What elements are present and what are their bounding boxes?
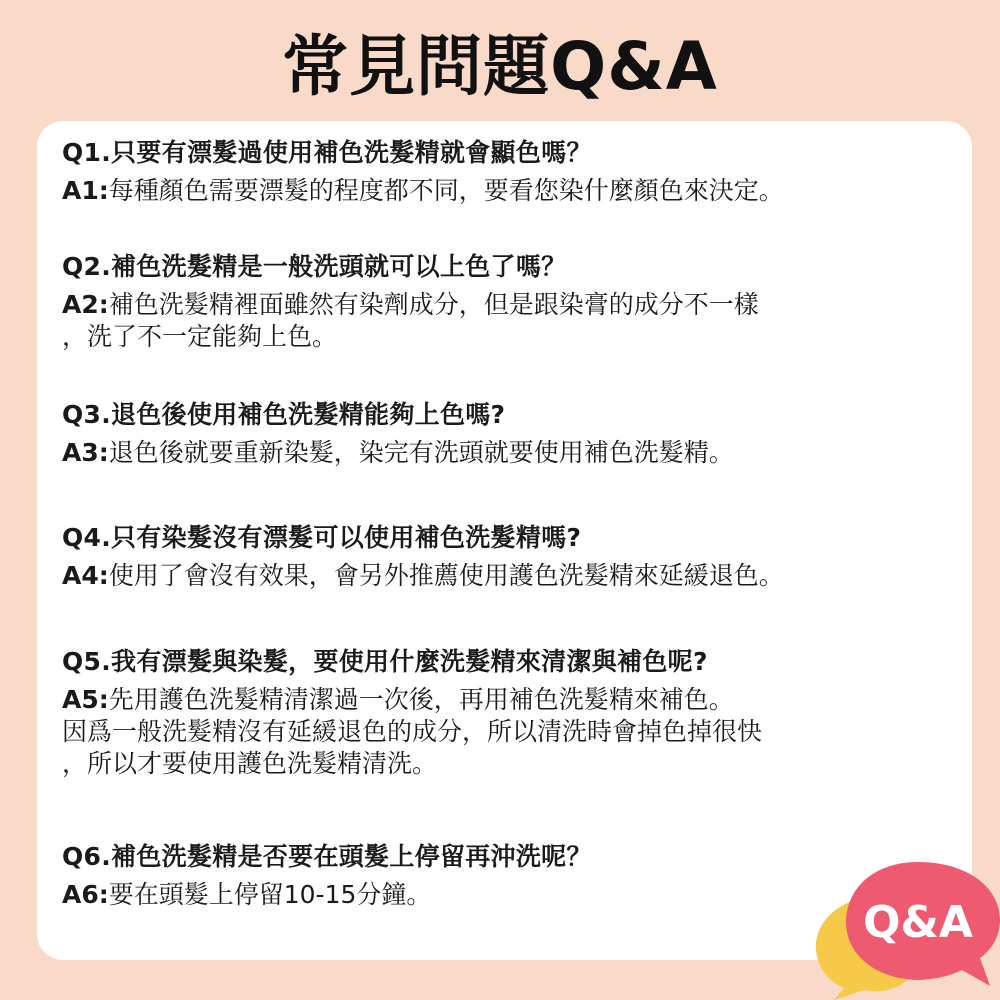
page-title: 常見問題Q&A xyxy=(282,28,718,105)
answer-prefix: A5: xyxy=(62,685,109,714)
answer-text xyxy=(62,289,972,353)
answer-text xyxy=(62,684,972,780)
answer-text xyxy=(62,175,972,207)
question-text: Q1.只要有漂髮過使用補色洗髮精就會顯色嗎？ xyxy=(62,138,592,167)
question-text: Q3.退色後使用補色洗髮精能夠上色嗎? xyxy=(62,400,506,429)
faq-item-1 xyxy=(62,137,972,207)
answer-prefix: A3: xyxy=(62,438,109,467)
badge-label: Q&A xyxy=(863,897,973,948)
answer-line: ，洗了不一定能夠上色。 xyxy=(62,322,338,351)
question-text: Q5.我有漂髮與染髮，要使用什麼洗髮精來清潔與補色呢? xyxy=(62,647,708,676)
faq-item-2 xyxy=(62,251,972,353)
answer-line: 每種顏色需要漂髮的程度都不同，要看您染什麼顏色來決定。 xyxy=(108,176,784,205)
answer-prefix: A4: xyxy=(62,561,109,590)
faq-item-4 xyxy=(62,522,972,592)
answer-line: 補色洗髮精裡面雖然有染劑成分，但是跟染膏的成分不一樣 xyxy=(108,290,759,319)
answer-text xyxy=(62,560,972,592)
question-text: Q4.只有染髮沒有漂髮可以使用補色洗髮精嗎? xyxy=(62,523,582,552)
answer-text xyxy=(62,437,972,469)
answer-line: 退色後就要重新染髮，染完有洗頭就要使用補色洗髮精。 xyxy=(108,438,734,467)
answer-prefix: A2: xyxy=(62,290,109,319)
faq-item-5 xyxy=(62,646,972,780)
question-text: Q6.補色洗髮精是否要在頭髮上停留再沖洗呢？ xyxy=(62,842,592,871)
question-text: Q2.補色洗髮精是一般洗頭就可以上色了嗎？ xyxy=(62,252,567,281)
faq-item-3 xyxy=(62,399,972,469)
answer-prefix: A6: xyxy=(62,880,109,909)
answer-line: 因爲一般洗髮精沒有延緩退色的成分，所以清洗時會掉色掉很快 xyxy=(62,717,763,746)
answer-line: 要在頭髮上停留10-15分鐘。 xyxy=(108,880,432,909)
answer-prefix: A1: xyxy=(62,176,109,205)
answer-line: 使用了會沒有效果，會另外推薦使用護色洗髮精來延緩退色。 xyxy=(108,561,784,590)
answer-line: ，所以才要使用護色洗髮精清洗。 xyxy=(62,749,438,778)
answer-line: 先用護色洗髮精清潔過一次後，再用補色洗髮精來補色。 xyxy=(108,685,734,714)
